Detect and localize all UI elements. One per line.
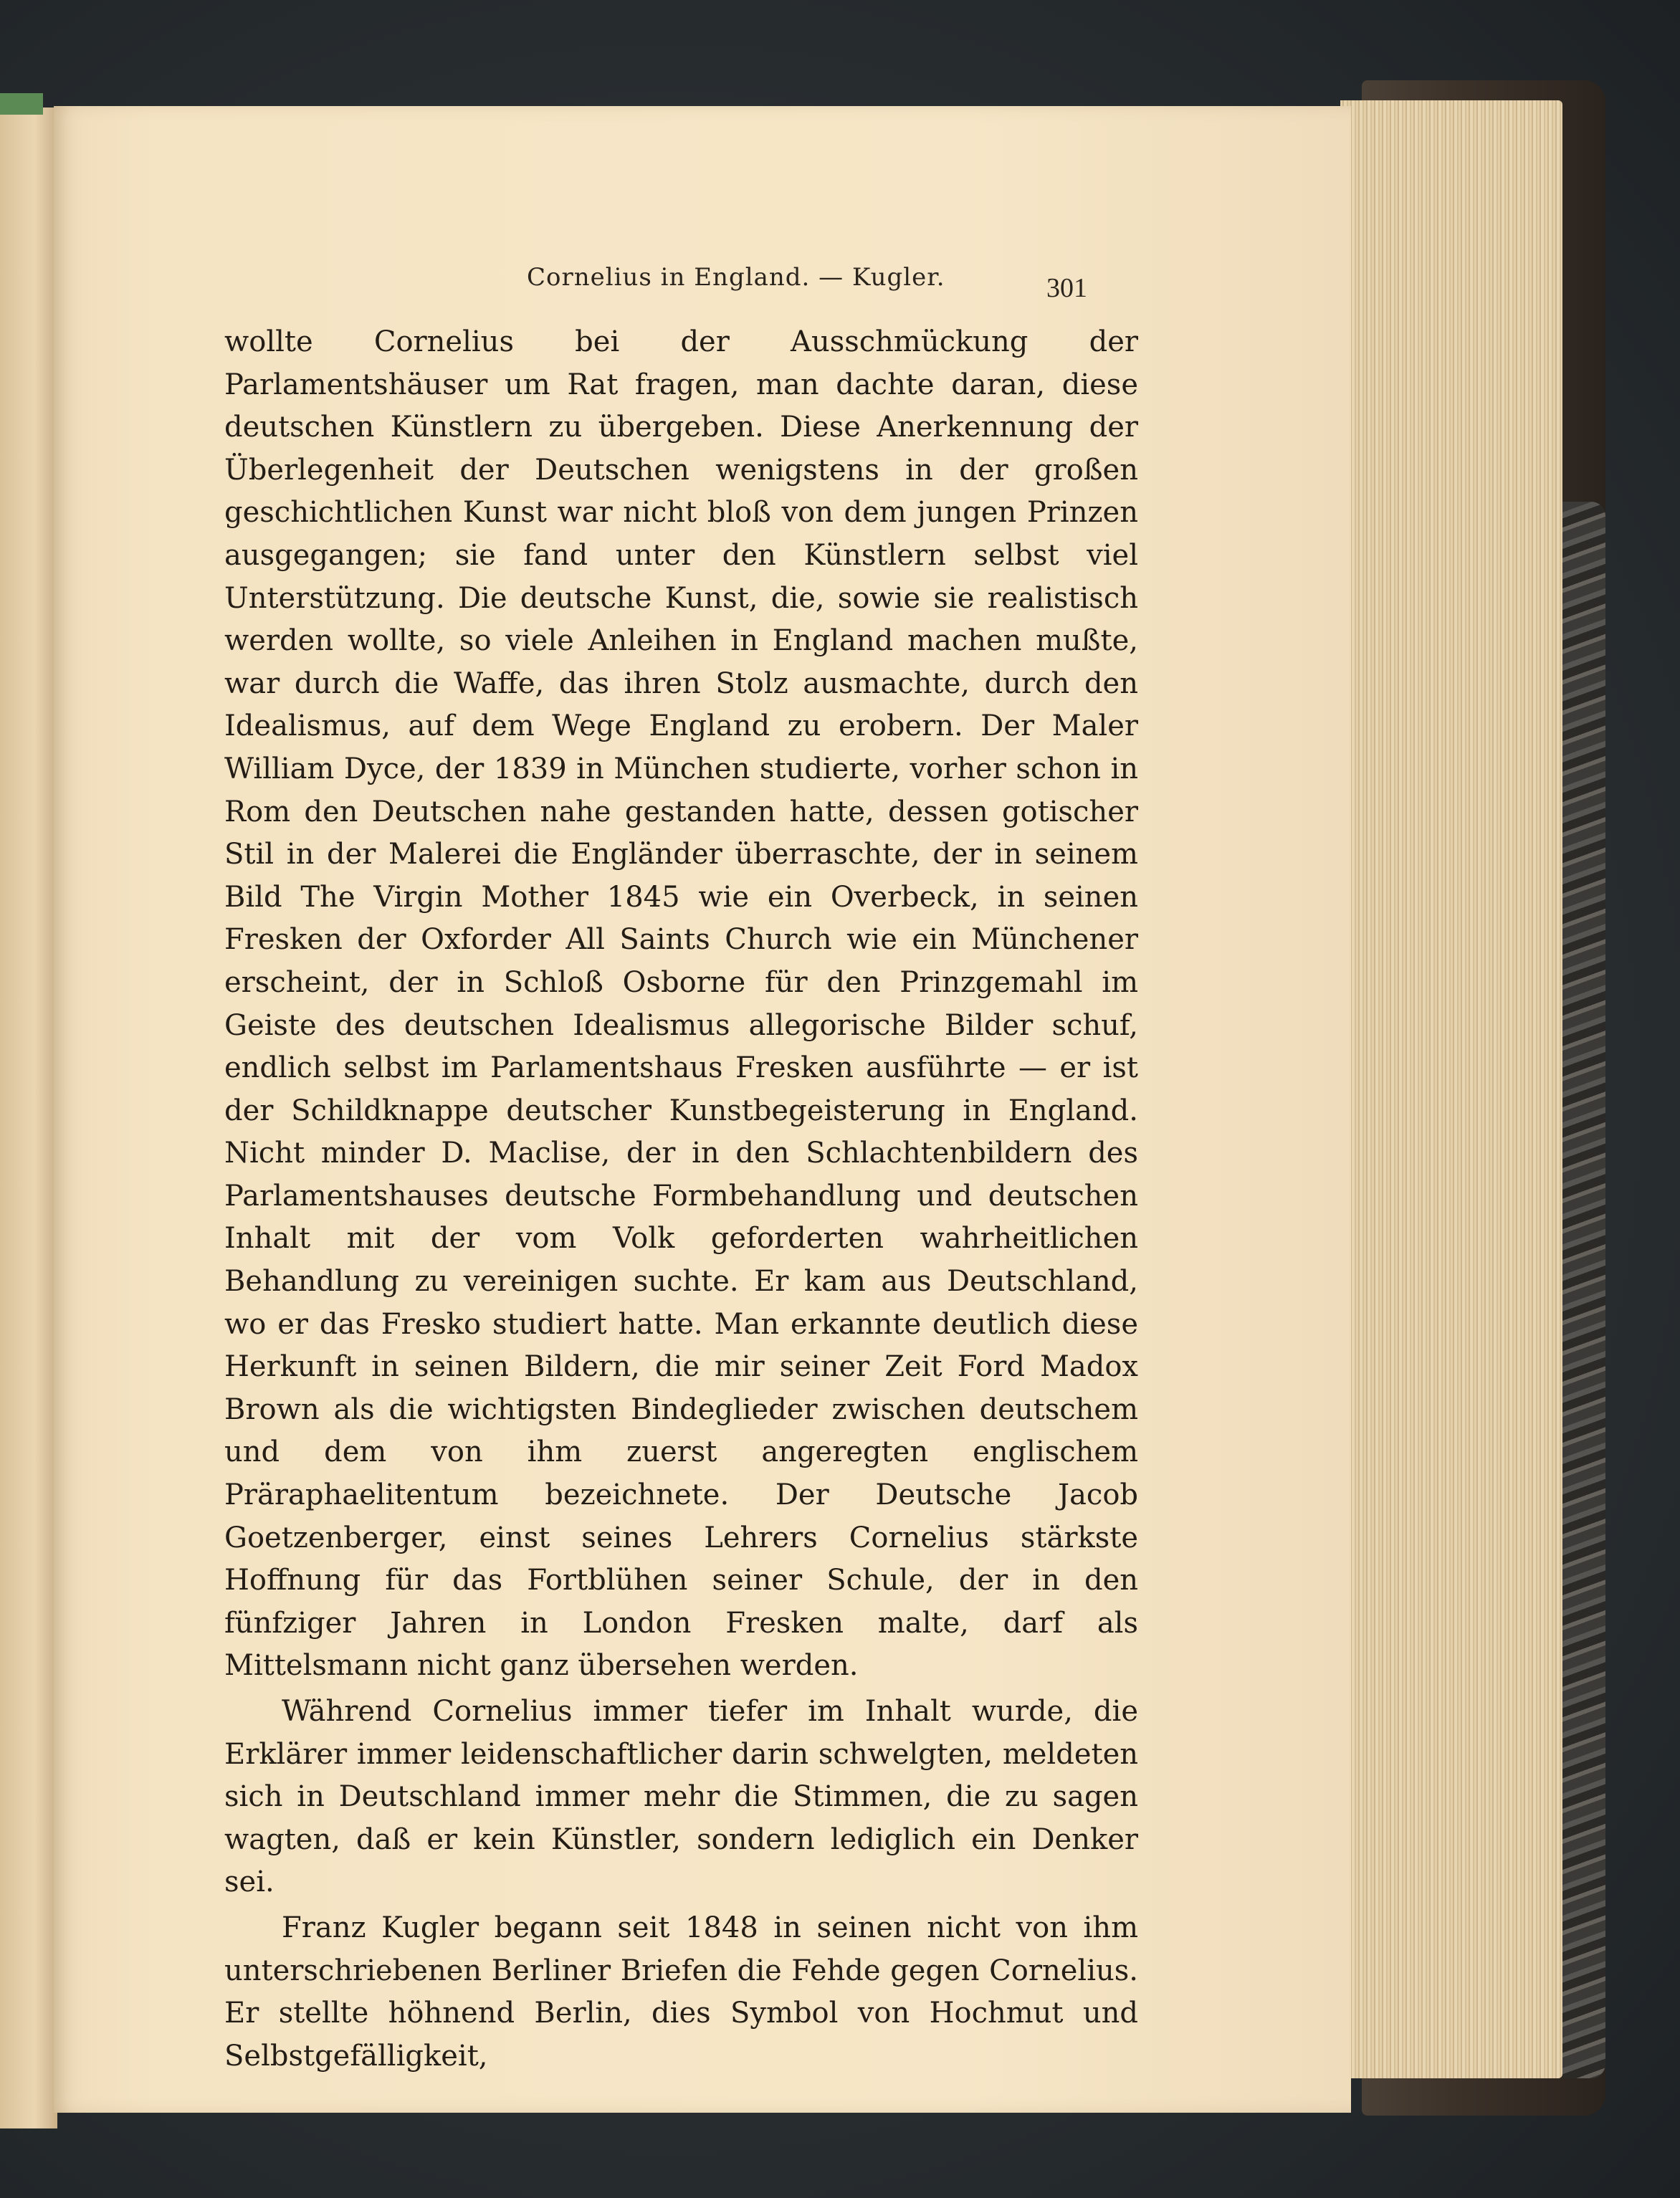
previous-page-edge	[0, 107, 57, 2128]
paragraph-2: Während Cornelius immer tiefer im Inhalt wurde, die Erklärer immer leidenschaftlicher darin schwelgten, meldeten sich in Deutschland immer mehr die Stimmen, die zu sagen wagten, daß er kein Künstler, sondern lediglich ein Denker sei.	[224, 1695, 1138, 1899]
running-head-title: Cornelius in England. — Kugler.	[527, 263, 945, 292]
body-text	[224, 321, 1138, 2078]
running-head	[226, 253, 1158, 310]
marbled-cover-edge	[1562, 502, 1605, 2078]
page-block-edges	[1340, 100, 1562, 2078]
paragraph-1: wollte Cornelius bei der Ausschmückung der Parlamentshäuser um Rat fragen, man dachte daran, diese deutschen Künstlern zu übergeben. Diese Anerkennung der Überlegenheit der Deutschen wenigstens in der großen geschichtlichen Kunst war nicht bloß von dem jungen Prinzen ausgegangen; sie fand unter den Künstlern selbst viel Unterstützung. Die deutsche Kunst, die, sowie sie realistisch werden wollte, so viele Anleihen in England machen mußte, war durch die Waffe, das ihren Stolz ausmachte, durch den Idealismus, auf dem Wege England zu erobern. Der Maler William Dyce, der 1839 in München studierte, vorher schon in Rom den Deutschen nahe gestanden hatte, dessen gotischer Stil in der Malerei die Engländer überraschte, der in seinem Bild The Virgin Mother 1845 wie ein Overbeck, in seinen Fresken der Oxforder All Saints Church wie ein Münchener erscheint, der in Schloß Osborne für den Prinzgemahl im Geiste des deutschen Idealismus allegorische Bilder schuf, endlich selbst im Parlamentshaus Fresken ausführte — er ist der Schildknappe deutscher Kunstbegeisterung in England. Nicht minder D. Maclise, der in den Schlachtenbildern des Parlamentshauses deutsche Formbehandlung und deutschen Inhalt mit der vom Volk geforderten wahrheitlichen Behandlung zu vereinigen suchte. Er kam aus Deutschland, wo er das Fresko studiert hatte. Man erkannte deutlich diese Herkunft in seinen Bildern, die mir seiner Zeit Ford Madox Brown als die wichtigsten Bindeglieder zwischen deutschem und dem von ihm zuerst angeregten englischem Präraphaelitentum bezeichnete. Der Deutsche Jacob Goetzenberger, einst seines Lehrers Cornelius stärkste Hoffnung für das Fortblühen seiner Schule, der in den fünfziger Jahren in London Fresken malte, darf als Mittelsmann nicht ganz übersehen werden.	[224, 325, 1138, 1683]
book-page	[54, 106, 1351, 2113]
paragraph-3: Franz Kugler begann seit 1848 in seinen nicht von ihm unterschriebenen Berliner Briefen die Fehde gegen Cornelius. Er stellte höhnend Berlin, dies Symbol von Hochmut und Selbstgefälligkeit,	[224, 1911, 1138, 2073]
page-number: 301	[1046, 273, 1087, 303]
left-cover-corner	[0, 93, 43, 115]
